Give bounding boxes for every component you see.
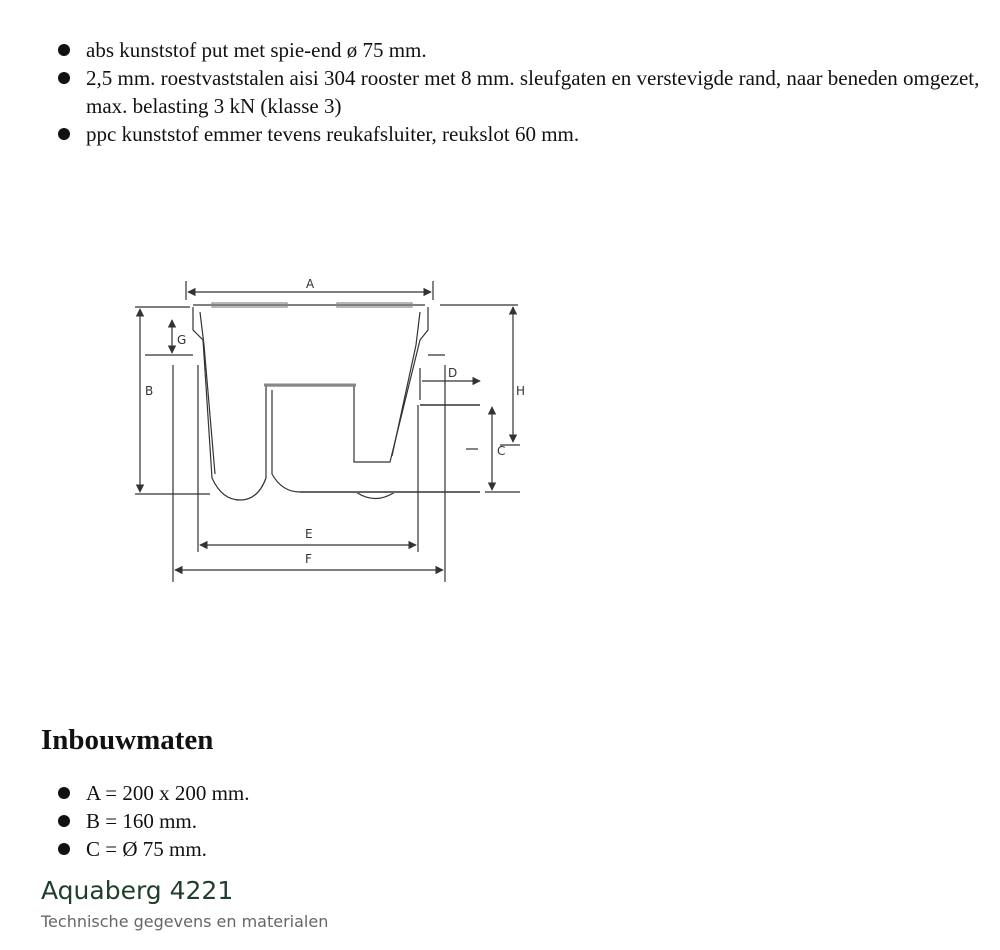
label-h: H <box>516 384 526 398</box>
technical-drawing <box>130 270 530 590</box>
product-title: Aquaberg 4221 <box>41 876 234 905</box>
dimension-item: C = Ø 75 mm. <box>56 835 986 863</box>
label-e: E <box>305 527 313 541</box>
label-c: C <box>497 444 506 458</box>
label-d: D <box>448 366 458 380</box>
feature-list <box>56 36 986 148</box>
drain-body-inner <box>200 312 480 492</box>
label-f: F <box>305 552 312 566</box>
dimension-item: B = 160 mm. <box>56 807 986 835</box>
label-a: A <box>306 277 315 291</box>
feature-item: 2,5 mm. roestvaststalen aisi 304 rooster met 8 mm. sleufgaten en verstevigde rand, naar beneden omgezet, max. belasting 3 kN (klasse 3) <box>56 64 986 120</box>
dimension-item: A = 200 x 200 mm. <box>56 779 986 807</box>
feature-item: abs kunststof put met spie-end ø 75 mm. <box>56 36 986 64</box>
label-g: G <box>177 333 187 347</box>
product-subtitle: Technische gegevens en materialen <box>41 912 329 931</box>
feature-item: ppc kunststof emmer tevens reukafsluiter, reukslot 60 mm. <box>56 120 986 148</box>
drain-body-outline <box>193 307 428 500</box>
grate-top <box>193 303 425 307</box>
section-heading-inbouwmaten: Inbouwmaten <box>41 724 214 756</box>
dimension-list <box>56 779 986 863</box>
label-b: B <box>145 384 154 398</box>
